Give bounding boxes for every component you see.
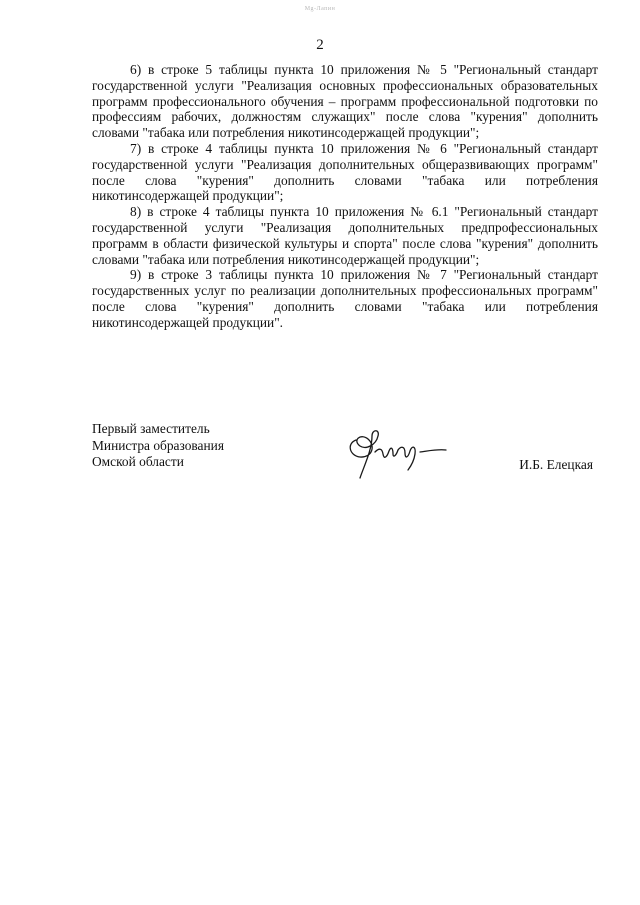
paragraph-item-7: 7) в строке 4 таблицы пункта 10 приложения № 6 "Региональный стандарт государственной услуги "Реализация дополнительных общеразвивающих программ" после слова "курения" дополнить словами "табака или потребления никотинсодержащей продукции";	[92, 140, 598, 204]
document-body	[92, 62, 598, 331]
header-stamp: Mg-Лапин	[304, 6, 336, 12]
signatory-name: И.Б. Елецкая	[519, 457, 593, 472]
signatory-position	[92, 421, 224, 471]
paragraph-item-8: 8) в строке 4 таблицы пункта 10 приложения № 6.1 "Региональный стандарт государственной услуги "Реализация дополнительных предпрофессиональных программ в области физической культуры и спорта" после слова "курения" дополнить словами "табака или потребления никотинсодержащей продукции";	[92, 204, 598, 267]
position-line: Министра образования	[92, 437, 224, 453]
position-line: Омской области	[92, 454, 184, 469]
paragraph-item-9: 9) в строке 3 таблицы пункта 10 приложения № 7 "Региональный стандарт государственных услуг по реализации дополнительных профессиональных программ" после слова "курения" дополнить словами "табака или потребления никотинсодержащей продукции".	[92, 267, 598, 330]
paragraph-item-6: 6) в строке 5 таблицы пункта 10 приложения № 5 "Региональный стандарт государственной услуги "Реализация основных профессиональных образовательных программ профессионального обучения – программ профессиональной подготовки по профессиям рабочих, должностям служащих" после слова "курения" дополнить словами "табака или потребления никотинсодержащей продукции";	[92, 62, 598, 141]
page-number: 2	[316, 37, 324, 53]
position-line: Первый заместитель	[92, 421, 210, 436]
handwritten-signature	[342, 426, 462, 482]
